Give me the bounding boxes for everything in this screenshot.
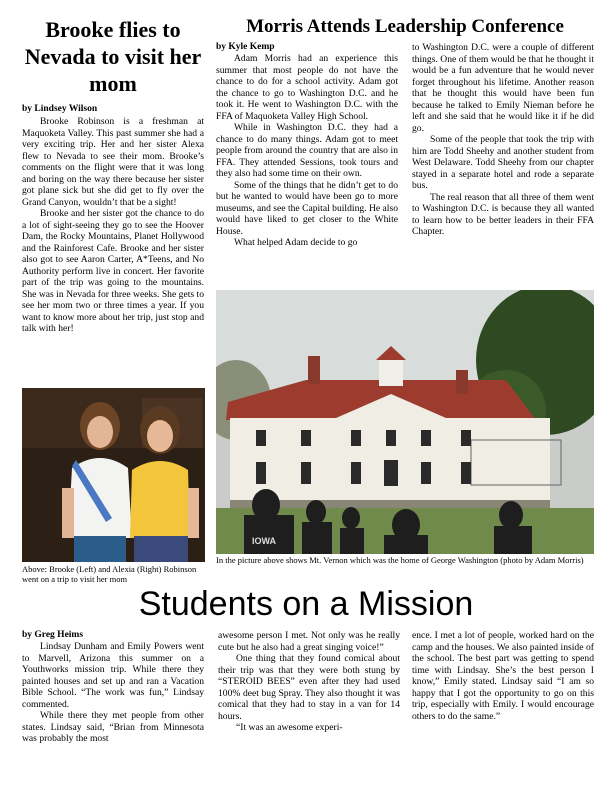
mt-vernon-image xyxy=(216,290,594,554)
article3-col2-paragraph-3: “It was an awesome experi- xyxy=(236,722,343,733)
article2-caption: In the picture above shows Mt. Vernon which was the home of George Washington (photo by Adam Morris) xyxy=(216,555,584,565)
article1-caption: Above: Brooke (Left) and Alexia (Right) Robinson went on a trip to visit her mom xyxy=(22,564,197,584)
jacket-text: IOWA xyxy=(252,536,276,546)
article1-body xyxy=(22,116,204,335)
girls-photo-image xyxy=(22,388,205,562)
article3-column-2 xyxy=(218,630,400,734)
article3-col1-paragraph-1: Lindsay Dunham and Emily Powers went to Marvell, Arizona this summer on a Youthworks mission trip. While there they painted houses and set up and ran a Vacation Bible School. “The work was fun,” Lindsay commented. xyxy=(22,641,204,710)
article2-column-1 xyxy=(216,53,398,249)
article3-col2-paragraph-1: awesome person I met. Not only was he really cute but he also had a great singing voice!” xyxy=(218,630,400,653)
article2-col1-paragraph-2: While in Washington D.C. they had a chance to do many things. Adam got to meet people from around the country that are also in FFA. They attended Sessions, took tours and they also had some time on their own. xyxy=(216,122,398,179)
article2-col2-paragraph-2: Some of the people that took the trip with him are Todd Sheehy and another student from West Delaware. Todd Sheehy from our chapter stayed in a separate hotel and rode a separate bus. xyxy=(412,134,594,191)
article3-column-3 xyxy=(412,630,594,722)
article3-title: Students on a Mission xyxy=(138,585,474,623)
article1-paragraph-2: Brooke and her sister got the chance to do a lot of sight-seeing they go to see the Hoover Dam, the Rocky Mountains, Planet Hollywood and the Rainforest Cafe. Brooke and her sister also got to see Aaron Carter, A*Teens, and No Authority perform live in concert. Her favorite part of the trip was going to the mountains. She was in Nevada for three weeks. She gets to see her mom two or three times a year. If you want to know more about her trip, just stop and talk with her! xyxy=(22,208,204,334)
article3-col3-paragraph-1: ence. I met a lot of people, worked hard on the camp and the houses. We also painted inside of the school. The best part was getting to spend time with Lindsay. She’s the best person I know,” Emily stated. Lindsay said “I am so happy that I got the opportunity to go on this trip, especially with Emily. I would encourage others to do the same.” xyxy=(412,630,594,722)
article2-byline: by Kyle Kemp xyxy=(216,42,275,52)
article1-byline: by Lindsey Wilson xyxy=(22,104,98,114)
article1-title: Brooke flies to Nevada to visit her mom xyxy=(24,17,202,96)
article3-col1-paragraph-2: While there they met people from other states. Lindsay said, “Brian from Minnesota was probably the most xyxy=(22,710,204,744)
article2-column-2 xyxy=(412,42,594,238)
article2-col1-paragraph-4: What helped Adam decide to go xyxy=(234,237,358,248)
article2-col1-paragraph-3: Some of the things that he didn’t get to do but he wanted to would have been go to more museums, and see the Capital building. He also would have liked to get closer to the White House. xyxy=(216,179,398,237)
article3-byline: by Greg Heims xyxy=(22,630,84,640)
brooke-alexa-photo xyxy=(22,388,205,562)
article2-col1-paragraph-1: Adam Morris had an experience this summer that most people do not have the chance to do for a school activity. Adam got the chance to go to Washington D.C. and he took it. He went to Washington D.C. with the FFA of Maquoketa Valley High School. xyxy=(216,53,398,122)
article2-title: Morris Attends Leadership Conference xyxy=(246,16,564,37)
article1-paragraph-1: Brooke Robinson is a freshman at Maquoketa Valley. This past summer she had a very exciting trip. Her and her sister Alexa flew to Nevada to see their mom. Brooke’s comments on the flight were that it was long and boring on the way there because her sister got plane sick but she did get to fly over the Grand Canyon, wouldn’t that be a sight! xyxy=(22,116,204,208)
article3-column-1 xyxy=(22,641,204,745)
article2-col2-paragraph-3: The real reason that all three of them went to Washington D.C. is because they all wanted to learn how to be better leaders in their FFA Chapter. xyxy=(412,191,594,237)
article2-col2-paragraph-1: to Washington D.C. were a couple of different things. One of them would be that he thought it would be a fun adventure that he would never forget throughout his lifetime. Another reason that he thought this would have been fun because he talked to Emily Nieman before he left and she said that he would like it if he did go. xyxy=(412,42,594,134)
article3-col2-paragraph-2: One thing that they found comical about their trip was that they were both stung by “STEROID BEES” even after they had used 100% deet bug Spray. They also thought it was comical that they had to stay in a van for 14 hours. xyxy=(218,653,400,722)
mt-vernon-photo xyxy=(216,290,594,554)
